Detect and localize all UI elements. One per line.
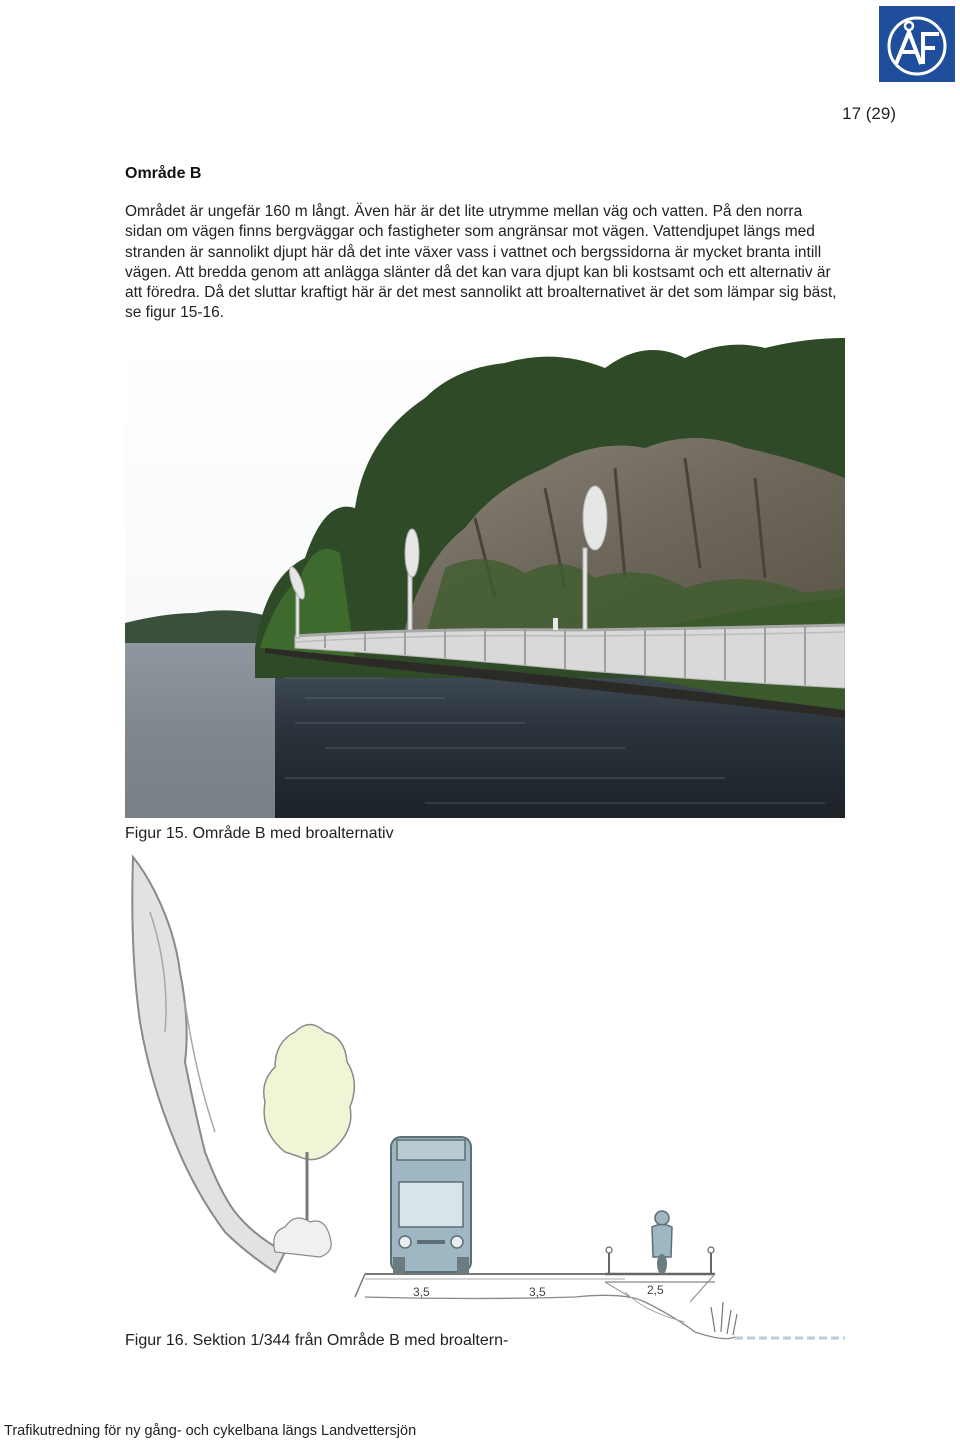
figure-16-caption: Figur 16. Sektion 1/344 från Område B med broaltern-	[125, 1332, 509, 1349]
af-logo	[879, 6, 955, 82]
af-logo-icon	[879, 6, 955, 82]
figure-15-caption: Figur 15. Område B med broalternativ	[125, 825, 394, 842]
bus-icon	[391, 1137, 471, 1273]
cyclist-icon	[652, 1211, 672, 1274]
page-number: 17 (29)	[842, 104, 896, 123]
page-footer: Trafikutredning för ny gång- och cykelbana längs Landvettersjön	[4, 1423, 417, 1439]
figure-16-drawing	[125, 852, 845, 1347]
dimension-label: 3,5	[529, 1285, 546, 1299]
dimension-label: 2,5	[647, 1283, 664, 1297]
section-heading: Område B	[125, 165, 202, 182]
figure-15-photo	[125, 338, 845, 818]
body-paragraph: Området är ungefär 160 m långt. Även här är det lite utrymme mellan väg och vatten. På den norra sidan om vägen finns bergväggar och fastigheter som angränsar mot vägen. Vattendjupet längs med stranden är sannolikt djupt här då det inte växer vass i vattnet och bergssidorna är mycket branta intill vägen. Att bredda genom att anlägga slänter då det kan vara djupt kan bli kostsamt och ett alternativ är att föredra. Då det sluttar kraftigt här är det mest sannolikt att broalternativet är det som lämpar sig bäst, se figur 15-16.	[125, 203, 837, 322]
dimension-label: 3,5	[413, 1285, 430, 1299]
